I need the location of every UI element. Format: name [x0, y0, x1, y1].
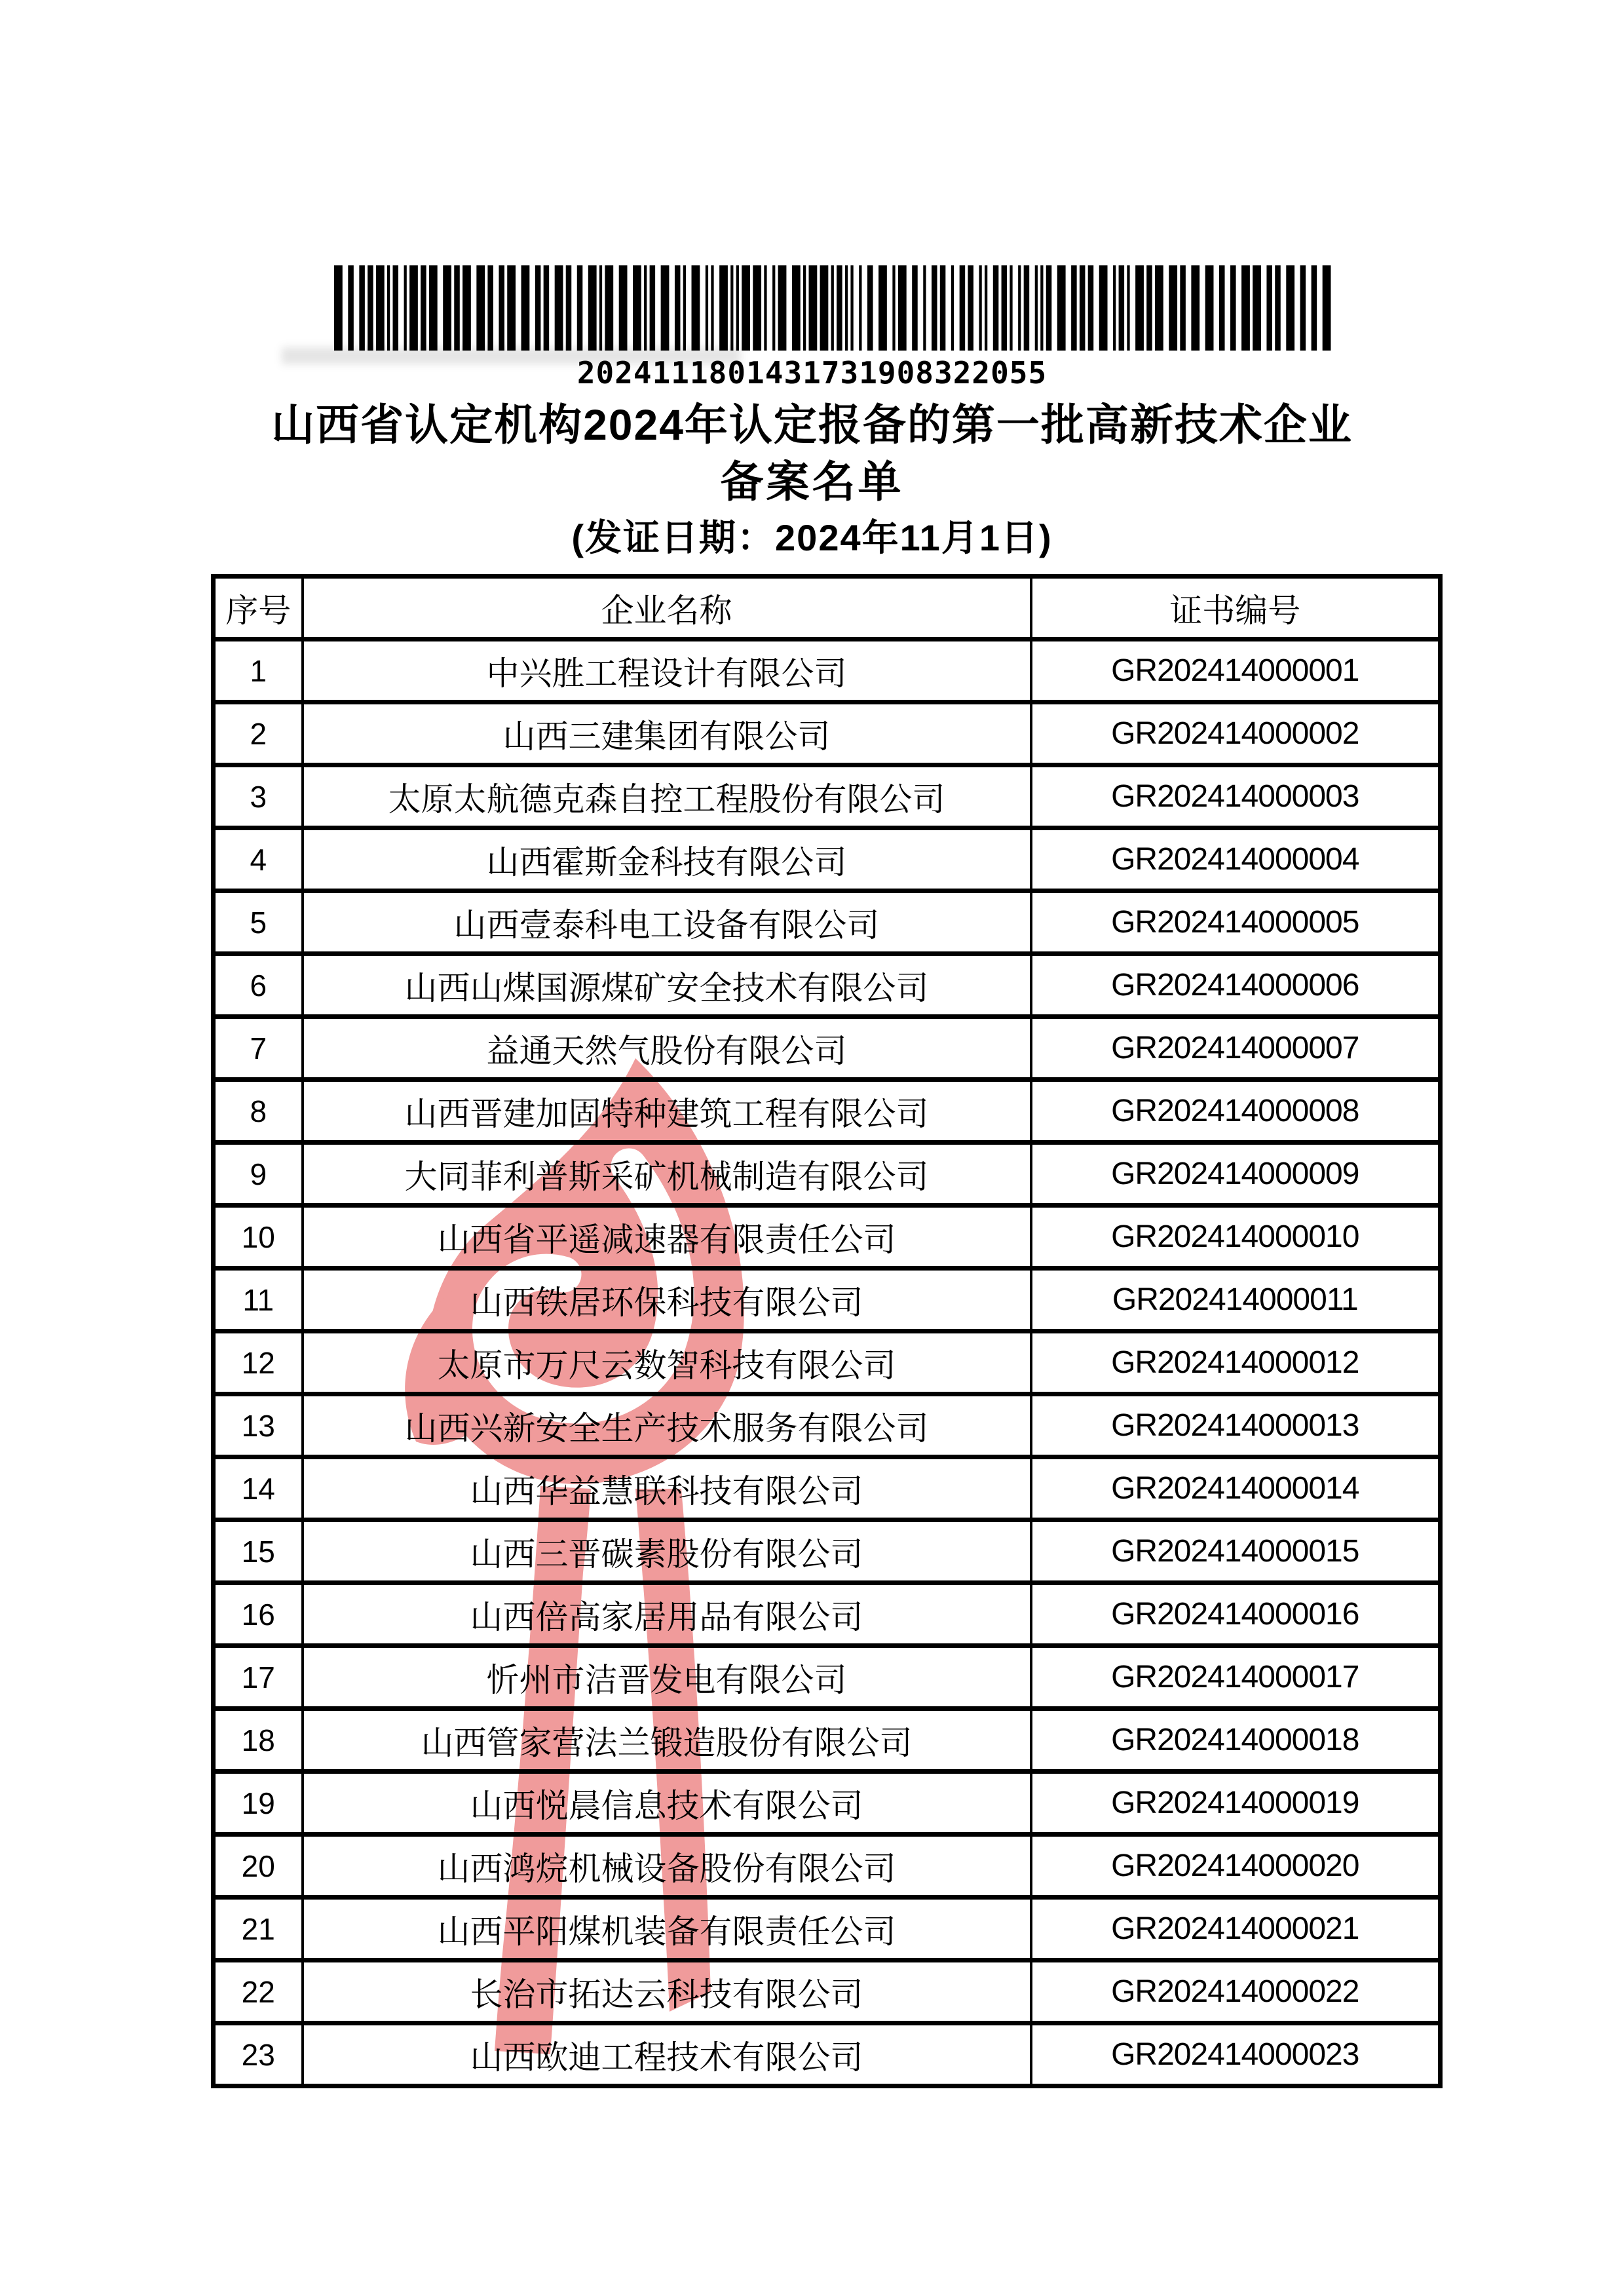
row-index: 23 [214, 2023, 303, 2086]
company-name: 山西倍高家居用品有限公司 [303, 1583, 1031, 1646]
table-row [214, 1520, 1441, 1583]
row-index: 6 [214, 954, 303, 1017]
company-name: 太原市万尺云数智科技有限公司 [303, 1331, 1031, 1394]
table-row [214, 2023, 1441, 2086]
company-name: 山西壹泰科电工设备有限公司 [303, 891, 1031, 954]
company-name: 山西铁居环保科技有限公司 [303, 1269, 1031, 1331]
company-name: 山西山煤国源煤矿安全技术有限公司 [303, 954, 1031, 1017]
row-index: 14 [214, 1457, 303, 1520]
company-name: 太原太航德克森自控工程股份有限公司 [303, 765, 1031, 828]
issue-date-line: (发证日期：2024年11月1日) [571, 517, 1053, 558]
certificate-number: GR202414000015 [1031, 1520, 1441, 1583]
table-row [214, 1457, 1441, 1520]
certificate-number: GR202414000021 [1031, 1898, 1441, 1961]
company-name: 山西晋建加固特种建筑工程有限公司 [303, 1080, 1031, 1143]
table-row [214, 702, 1441, 765]
company-name: 山西悦晨信息技术有限公司 [303, 1772, 1031, 1835]
table-row [214, 1709, 1441, 1772]
company-name: 大同菲利普斯采矿机械制造有限公司 [303, 1143, 1031, 1206]
company-name: 山西三晋碳素股份有限公司 [303, 1520, 1031, 1583]
company-name: 中兴胜工程设计有限公司 [303, 640, 1031, 702]
company-name: 山西欧迪工程技术有限公司 [303, 2023, 1031, 2086]
certificate-number: GR202414000004 [1031, 828, 1441, 891]
table-row [214, 1269, 1441, 1331]
certificate-number: GR202414000012 [1031, 1331, 1441, 1394]
row-index: 21 [214, 1898, 303, 1961]
row-index: 12 [214, 1331, 303, 1394]
company-name: 长治市拓达云科技有限公司 [303, 1961, 1031, 2023]
certificate-number: GR202414000013 [1031, 1394, 1441, 1457]
table-row [214, 1331, 1441, 1394]
row-index: 10 [214, 1206, 303, 1269]
table-row [214, 891, 1441, 954]
certificate-number: GR202414000007 [1031, 1017, 1441, 1080]
certificate-number: GR202414000006 [1031, 954, 1441, 1017]
barcode [334, 265, 1336, 351]
table-row [214, 640, 1441, 702]
certificate-number: GR202414000005 [1031, 891, 1441, 954]
certificate-number: GR202414000019 [1031, 1772, 1441, 1835]
table-row [214, 1835, 1441, 1898]
certificate-number: GR202414000014 [1031, 1457, 1441, 1520]
row-index: 4 [214, 828, 303, 891]
company-name: 山西鸿烷机械设备股份有限公司 [303, 1835, 1031, 1898]
certificate-number: GR202414000011 [1031, 1269, 1441, 1331]
header-index: 序号 [214, 577, 303, 640]
row-index: 8 [214, 1080, 303, 1143]
row-index: 17 [214, 1646, 303, 1709]
document-title: 山西省认定机构2024年认定报备的第一批高新技术企业 [271, 400, 1353, 449]
document-subtitle: 备案名单 [720, 457, 904, 506]
company-name: 山西霍斯金科技有限公司 [303, 828, 1031, 891]
row-index: 9 [214, 1143, 303, 1206]
table-row [214, 1143, 1441, 1206]
row-index: 15 [214, 1520, 303, 1583]
certificate-number: GR202414000023 [1031, 2023, 1441, 2086]
certificate-number: GR202414000002 [1031, 702, 1441, 765]
table-row [214, 765, 1441, 828]
table-row [214, 828, 1441, 891]
table-row [214, 1961, 1441, 2023]
company-name: 山西管家营法兰锻造股份有限公司 [303, 1709, 1031, 1772]
certificate-number: GR202414000017 [1031, 1646, 1441, 1709]
row-index: 13 [214, 1394, 303, 1457]
table-row [214, 954, 1441, 1017]
certificate-number: GR202414000003 [1031, 765, 1441, 828]
company-name: 山西省平遥减速器有限责任公司 [303, 1206, 1031, 1269]
table-row [214, 1898, 1441, 1961]
company-name: 山西兴新安全生产技术服务有限公司 [303, 1394, 1031, 1457]
table-row [214, 1206, 1441, 1269]
company-name: 山西三建集团有限公司 [303, 702, 1031, 765]
certificate-number: GR202414000001 [1031, 640, 1441, 702]
row-index: 1 [214, 640, 303, 702]
row-index: 20 [214, 1835, 303, 1898]
table-header-row [214, 577, 1441, 640]
row-index: 18 [214, 1709, 303, 1772]
enterprise-table [211, 574, 1443, 2088]
company-name: 山西华益慧联科技有限公司 [303, 1457, 1031, 1520]
barcode-number: 2024111801431731908322055 [576, 355, 1048, 391]
certificate-number: GR202414000008 [1031, 1080, 1441, 1143]
header-company-name: 企业名称 [303, 577, 1031, 640]
row-index: 5 [214, 891, 303, 954]
row-index: 7 [214, 1017, 303, 1080]
certificate-number: GR202414000020 [1031, 1835, 1441, 1898]
table-row [214, 1080, 1441, 1143]
certificate-number: GR202414000009 [1031, 1143, 1441, 1206]
company-name: 山西平阳煤机装备有限责任公司 [303, 1898, 1031, 1961]
certificate-number: GR202414000018 [1031, 1709, 1441, 1772]
row-index: 16 [214, 1583, 303, 1646]
table-row [214, 1017, 1441, 1080]
table-row [214, 1583, 1441, 1646]
company-name: 益通天然气股份有限公司 [303, 1017, 1031, 1080]
certificate-number: GR202414000010 [1031, 1206, 1441, 1269]
table-row [214, 1772, 1441, 1835]
company-name: 忻州市洁晋发电有限公司 [303, 1646, 1031, 1709]
header-certificate-number: 证书编号 [1031, 577, 1441, 640]
row-index: 11 [214, 1269, 303, 1331]
row-index: 19 [214, 1772, 303, 1835]
certificate-number: GR202414000016 [1031, 1583, 1441, 1646]
table-row [214, 1394, 1441, 1457]
table-row [214, 1646, 1441, 1709]
certificate-number: GR202414000022 [1031, 1961, 1441, 2023]
row-index: 2 [214, 702, 303, 765]
row-index: 3 [214, 765, 303, 828]
row-index: 22 [214, 1961, 303, 2023]
